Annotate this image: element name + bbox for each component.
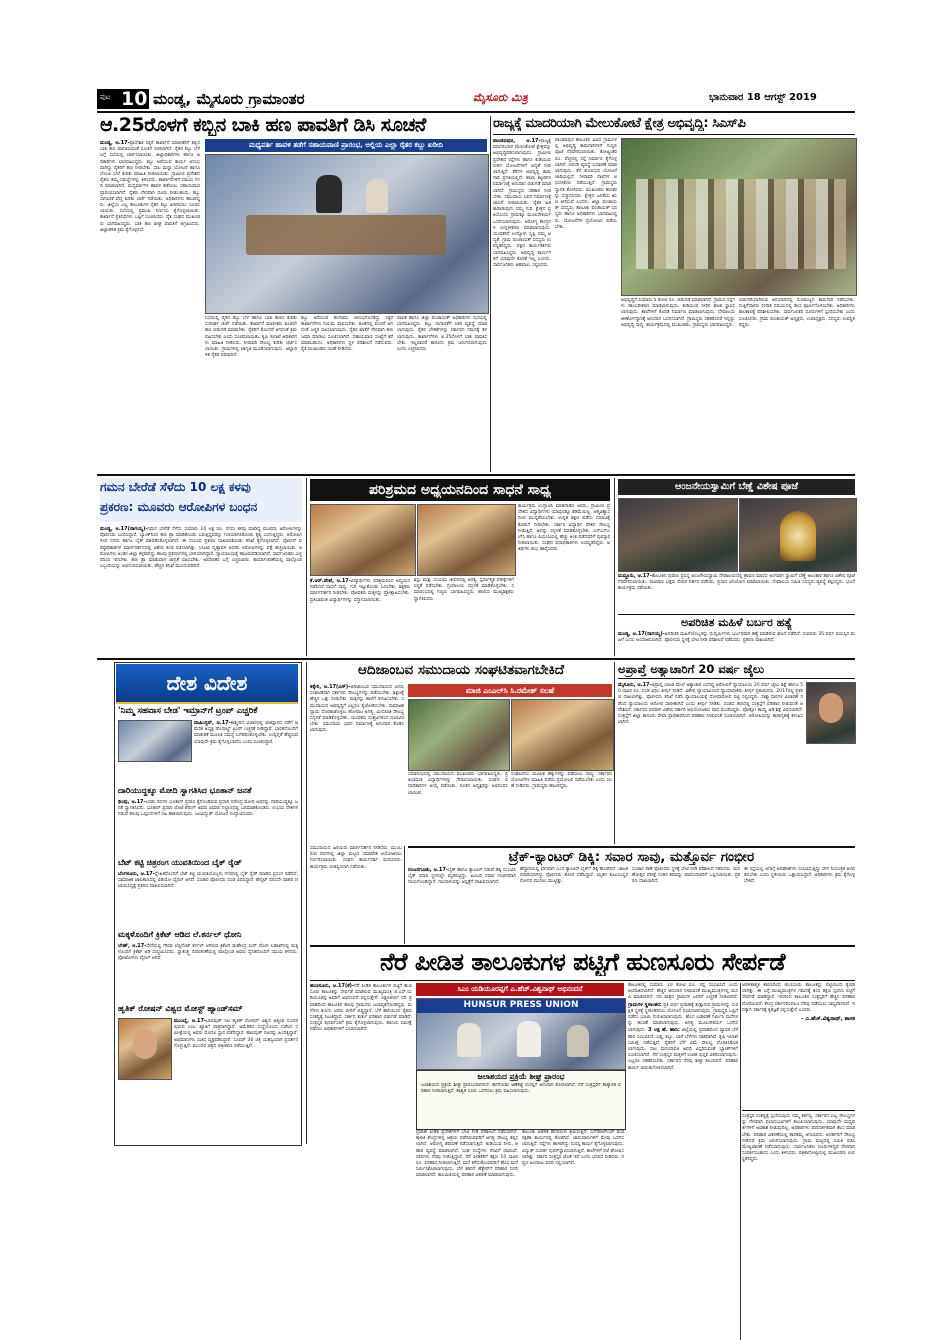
story7-column-3: ಸಂಘಟನೆಯ ಮೂಲಕ ಹಕ್ಕುಗಳನ್ನು ಪಡೆಯಲು ಸಾಧ್ಯ. ಸರ್ಕಾರದ ಯೋಜನೆಗಳ ಮಾಹಿತಿ ಪಡೆದು ಪ್ರಯೋಜನ ಪಡೆಯಬೇಕು ಎಂದು ಸಲಹೆ ನೀಡಿದರು. ಗ್ರಾಮಸ್ಥರು ಹಾಜರಿದ್ದರು. xyxy=(511,772,612,790)
story4-headline: ಪರಿಶ್ರಮದ ಅಧ್ಯಯನದಿಂದ ಸಾಧನೆ ಸಾಧ್ಯ xyxy=(369,482,551,498)
story4-headline-bar xyxy=(310,479,610,501)
story4-column-2: ಶಿಸ್ತು ಮತ್ತು ಸಂಯಮ ಜೀವನದಲ್ಲಿ ಅಗತ್ಯ. ಸ್ಪರ್ಧಾತ್ಮಕ ಪರೀಕ್ಷೆಗಳಿಗೆ ಸಿದ್ಧತೆ ನಡೆಸಬೇಕು. ಗ್ರಂಥಾಲಯ ಸದ್ಬಳಕೆ ಮಾಡಿಕೊಳ್ಳಬೇಕು. ಸಮಾರಂಭದಲ್ಲಿ ಗಣ್ಯರು ಭಾಗವಹಿಸಿದ್ದರು. ಶಾಲೆಯ ಮುಖ್ಯಶಿಕ್ಷಕರು ಸ್ವಾಗತಿಸಿದರು. xyxy=(414,578,514,602)
dv-item4-dateline: ಲೇಹ್, ಆ.17- xyxy=(118,943,147,949)
story2-dateline: ಪಾಂಡವಪುರ, ಆ.17- xyxy=(493,138,541,144)
story3-column-1: ಮಂಡ್ಯ, ಆ.17(ನಾಗಯ್ಯ)-ಗಮನ ಬೇರೆಡೆ ಸೆಳೆದು ಸುಮಾರು 10 ಲಕ್ಷ ರೂ. ನಗದು ಕಳವು ಮಾಡಿದ್ದ ಮೂವರು ಆರೋಪಿಗಳನ್ನು ಪೊಲೀಸರು ಬಂಧಿಸಿದ್ದಾರೆ. ಬ್ಯಾಂಕ್‌ನಿಂದ ಹಣ ಡ್ರಾ ಮಾಡಿಕೊಂಡು ಬರುತ್ತಿದ್ದವರನ್ನು ಗುರಿಯಾಗಿಸಿಕೊಂಡು ಕೃತ್ಯ ಎಸಗುತ್ತಿದ್ದರು. ಆರೋಪಿಗಳಿಂದ ನಗದು ಹಾಗೂ ಬೈಕ್ ವಶಪಡಿಸಿಕೊಳ್ಳಲಾಗಿದೆ. ಈ ಸಂಬಂಧ ಪ್ರಕರಣ ದಾಖಲಿಸಿಕೊಂಡು ತನಿಖೆ ಕೈಗೊಳ್ಳಲಾಗಿದೆ. ಪೊಲೀಸ್ ವರಿಷ್ಠಾಧಿಕಾರಿಗಳ ಮಾರ್ಗದರ್ಶನದಲ್ಲಿ ವಿಶೇಷ ತಂಡ ರಚಿಸಲಾಗಿತ್ತು. ಸಿಸಿಟಿವಿ ದೃಶ್ಯಾವಳಿ ಆಧರಿಸಿ ಆರೋಪಿಗಳನ್ನು ಪತ್ತೆ ಹಚ್ಚಲಾಯಿತು. ಆರೋಪಿಗಳು ಅಂತರ ಜಿಲ್ಲಾ ಕಳ್ಳರಾಗಿದ್ದು ಹಲವು ಪ್ರಕರಣಗಳಲ್ಲಿ ಭಾಗಿಯಾಗಿದ್ದಾರೆ. ನ್ಯಾಯಾಲಯಕ್ಕೆ ಹಾಜರುಪಡಿಸಲಾಗಿದೆ. ಸಾರ್ವಜನಿಕರು ಎಚ್ಚರದಿಂದ ಇರಬೇಕು. ಹಣ ಡ್ರಾ ಮಾಡುವಾಗ ಜಾಗ್ರತೆ ವಹಿಸಬೇಕು. ಅಪರಿಚಿತರ ಬಗ್ಗೆ ಎಚ್ಚರವಿರಲಿ. ಕಾರ್ಯಾಚರಣೆಯಲ್ಲಿ ಪಾಲ್ಗೊಂಡ ಸಿಬ್ಬಂದಿಯನ್ನು ಅಭಿನಂದಿಸಲಾಯಿತು. ಹೆಚ್ಚಿನ ತನಿಖೆ ಮುಂದುವರಿದಿದೆ. xyxy=(100,526,302,570)
story10-column-2: ಪ್ರವಾಹ ಪೀಡಿತ ಪ್ರದೇಶಗಳಿಗೆ ಭೇಟಿ ನೀಡಿ ಪರಿಶೀಲನೆ ನಡೆಸಲಾಗಿದೆ. ಕಾಳಜಿ ಕೇಂದ್ರಗಳಲ್ಲಿ ಆಶ್ರಯ ಪಡೆದಿರುವವರಿಗೆ ಅಗತ್ಯ ಸೌಲಭ್ಯ ಕಲ್ಪಿಸಲಾಗಿದೆ. ಆರೋಗ್ಯ ತಪಾಸಣೆ ನಡೆಸಲಾಗುತ್ತಿದೆ. ಕುಡಿಯುವ ನೀರು, ಆಹಾರ ವ್ಯವಸ್ಥೆ ಮಾಡಲಾಗಿದೆ. ಸಂಘ ಸಂಸ್ಥೆಗಳು ನೆರವಿಗೆ ಧಾವಿಸಿವೆ. ದಾನಿಗಳು ನೆರವು ನೀಡುತ್ತಿದ್ದಾರೆ. ನೆರೆ ಪೀಡಿತರಿಗೆ ತಕ್ಷಣ 10 ಸಾವಿರ ರೂ. ಪರಿಹಾರ ನೀಡಲಾಗುತ್ತಿದೆ. ಮನೆ ಕಳೆದುಕೊಂಡವರಿಗೆ ಹೊಸ ಮನೆ ನಿರ್ಮಿಸಿಕೊಡಲಾಗುವುದು. ಬೆಳೆ ಹಾನಿಗೆ ಹೆಕ್ಟೇರ್‌ಗೆ ಪರಿಹಾರ ನಿಗದಿ ಮಾಡಲಾಗಿದೆ. ಕಾಲಮಿತಿಯಲ್ಲಿ ಪರಿಹಾರ ವಿತರಣೆ ಮಾಡಲಾಗುವುದು. xyxy=(416,1130,518,1179)
story10-column-4: ತಾಲೂಕಿನಲ್ಲಿ ಸುಮಾರು 10 ಕೋಟಿ ರೂ. ನಷ್ಟ ಸಂಭವಿಸಿದೆ ಎಂದು ಅಂದಾಜಿಸಲಾಗಿದೆ. ಹೆಚ್ಚಿನ ಅನುದಾನ ನೀಡುವಂತೆ ಮುಖ್ಯಮಂತ್ರಿಗಳಲ್ಲಿ ಮನವಿ ಮಾಡಲಾಗಿದೆ. ನದಿ ಪಾತ್ರದ ಗ್ರಾಮಗಳ ಜನರಿಗೆ ಎಚ್ಚರಿಕೆ ನೀಡಲಾಗಿದೆ. ಗ್ರಾಮಗಳ ಸ್ಥಳಾಂತರ: ಪ್ರತಿ ವರ್ಷ ಪ್ರವಾಹಕ್ಕೆ ತುತ್ತಾಗುವ ಗ್ರಾಮಗಳನ್ನು ಸುರಕ್ಷಿತ ಸ್ಥಳಕ್ಕೆ ಸ್ಥಳಾಂತರಿಸಲು ಯೋಜನೆ ರೂಪಿಸಲಾಗುವುದು. ಗ್ರಾಮಸ್ಥರ ಒಪ್ಪಿಗೆ ಪಡೆದು ಭೂಮಿ ಗುರುತಿಸಲಾಗುವುದು. ಹೊಸ ಬಡಾವಣೆ ನಿರ್ಮಿಸಿ ಮನೆಗಳನ್ನು ಹಂಚಿಕೆ ಮಾಡಲಾಗುವುದು. ಅಗತ್ಯ ಮೂಲಸೌಕರ್ಯ ಒದಗಿಸಲಾಗುವುದು. 3 ಲಕ್ಷ ಹೆ. ಹಾನಿ: ಜಿಲ್ಲೆಯಲ್ಲಿ ಪ್ರವಾಹದಿಂದ ವ್ಯಾಪಕ ಬೆಳೆ ಹಾನಿ ಸಂಭವಿಸಿದೆ. ಭತ್ತ, ಕಬ್ಬು, ಬಾಳೆ ಬೆಳೆಗಳು ನಾಶವಾಗಿವೆ. ಕೃಷಿ ಇಲಾಖೆ ಸಮೀಕ್ಷೆ ನಡೆಸುತ್ತಿದೆ. ರೈತರಿಗೆ ಬೆಳೆ ವಿಮೆ ಸೌಲಭ್ಯ ದೊರಕಿಸಿಕೊಡಲಾಗುವುದು. ಸಾಲ ಮರುಪಾವತಿ ಅವಧಿ ವಿಸ್ತರಿಸುವಂತೆ ಬ್ಯಾಂಕ್‌ಗಳಿಗೆ ಸೂಚಿಸಲಾಗಿದೆ. ನೆರೆ ಸಂತ್ರಸ್ತರ ಮಕ್ಕಳಿಗೆ ಉಚಿತ ಪುಸ್ತಕ ವಿತರಿಸಲಾಗುವುದು. ಎಲ್ಲರೂ ಸಹಕರಿಸಬೇಕು. ಸರ್ಕಾರದ ನೆರವು ಶೀಘ್ರ ತಲುಪಲಿದೆ. ಪರಿಹಾರ ಕಾರ್ಯ ಚುರುಕುಗೊಳಿಸಲಾಗಿದೆ. xyxy=(628,983,738,1071)
column-divider xyxy=(614,662,615,844)
section-title: ಮಂಡ್ಯ, ಮೈಸೂರು ಗ್ರಾಮಾಂತರ xyxy=(153,90,305,108)
story2-headline: ರಾಜ್ಯಕ್ಕೆ ಮಾದರಿಯಾಗಿ ಮೇಲುಕೋಟೆ ಕ್ಷೇತ್ರ ಅಭಿವೃದ್ಧಿ: ಸಿಎಸ್‌ಪಿ xyxy=(493,116,746,131)
page-number-box xyxy=(97,89,149,109)
dv-item3-text: ಬೆಂಗಳೂರು, ಆ.17-ಸ್ನೇಹಿತರೊಂದಿಗೆ ಬೆಟ್ ಕಟ್ಟಿ ಯುವತಿಯೊಬ್ಬಳು ನಗರದಲ್ಲಿ ಬೈಕ್ ರೈಡ್ ಮಾಡಿದ ಪ್ರಸಂಗ ನಡೆದಿದೆ. ಸಾಮಾಜಿಕ ಜಾಲತಾಣದಲ್ಲಿ ವಿಡಿಯೋ ವೈರಲ್ ಆಗಿದೆ. ಸಂಚಾರ ಪೊಲೀಸರು ದಂಡ ವಿಧಿಸಿದ್ದಾರೆ. ಹೆಲ್ಮೆಟ್ ಧರಿಸದೇ ವಾಹನ ಚಲಾಯಿಸಿದ್ದಕ್ಕೆ ಪ್ರಕರಣ ದಾಖಲಿಸಲಾಗಿದೆ. xyxy=(118,871,298,890)
story7-photo-dais-left xyxy=(408,699,510,771)
column-divider xyxy=(614,478,615,656)
story7-subhead: ಮಾಜಿ ಎಂಎಲ್‌ಸಿ ಸಿ.ರಮೇಶ್ ಸಲಹೆ xyxy=(408,684,612,697)
story8-rule xyxy=(618,678,855,679)
paper-name: ಮೈಸೂರು ಮಿತ್ರ xyxy=(473,91,528,104)
dv-item5-dateline: ಮುಂಬೈ, ಆ.17- xyxy=(174,1018,206,1024)
story6-top-rule xyxy=(618,614,855,615)
story7-photo-dais-right xyxy=(511,699,614,771)
dv-item1-dateline: ವಾಷಿಂಗ್ಟನ್, ಆ.17- xyxy=(194,720,231,726)
dv-item5-text: ಮುಂಬೈ, ಆ.17-ಬಾಲಿವುಡ್ ನಟ ಹೃತಿಕ್ ರೋಷನ್ ವಿಶ್ವದ ಅತ್ಯಂತ ಸುಂದರ ಪುರುಷ ಎಂಬ ಖ್ಯಾತಿಗೆ ಪಾತ್ರರಾಗಿದ್ದಾರೆ. ಅಮೆರಿಕದ ಸಂಸ್ಥೆಯೊಂದು ನಡೆಸಿದ ಸಮೀಕ್ಷೆಯಲ್ಲಿ ಅವರು ಮೊದಲ ಸ್ಥಾನ ಪಡೆದಿದ್ದಾರೆ. ಹಾಲಿವುಡ್ ನಟರನ್ನು ಹಿಂದಿಕ್ಕಿದ್ದಾರೆ. ಅಭಿಮಾನಿಗಳು ಸಂತಸ ವ್ಯಕ್ತಪಡಿಸಿದ್ದಾರೆ. ಸೂಪರ್ 30 ಚಿತ್ರ ಯಶಸ್ವಿಯಾಗಿ ಪ್ರದರ್ಶನಗೊಳ್ಳುತ್ತಿದೆ. ಮುಂದಿನ ಚಿತ್ರದ ಚಿತ್ರೀಕರಣ ನಡೆಯುತ್ತಿದೆ. xyxy=(174,1018,298,1049)
story10-press-sign: HUNSUR PRESS UNION xyxy=(463,1000,579,1010)
dv-item2-dateline: ಥಿಂಪು, ಆ.17- xyxy=(118,799,146,805)
story10-box-text: ಜಲಾಶಯದ ಪ್ರಕ್ರಿಯೆ ಶೀಘ್ರ ಪ್ರಾರಂಭವಾಗಲಿದೆ. ಹನಗೋಡು ಅಣೆಕಟ್ಟೆ ದುರಸ್ತಿಗೆ ಅನುದಾನ ಕೋರಲಾಗಿದೆ. ನೆರೆ ಸಂತ್ರಸ್ತರಿಗೆ ತಾತ್ಕಾಲಿಕ ಪರಿಹಾರ ನೀಡಲಾಗುತ್ತಿದೆ. ಶಾಶ್ವತ ಸೂರು ಒದಗಿಸಲು ಕ್ರಮ ವಹಿಸಲಾಗುವುದು. xyxy=(421,1083,621,1095)
story3-headline-line2: ಪ್ರಕರಣ: ಮೂವರು ಆರೋಪಿಗಳ ಬಂಧನ xyxy=(100,500,258,514)
dv-item1-text: ವಾಷಿಂಗ್ಟನ್, ಆ.17-ಕಾಶ್ಮೀರದ ವಿಚಾರದಲ್ಲಿ ಪಾಕಿಸ್ತಾನದ ನಡೆಗೆ ಅಮೆರಿಕ ಅಧ್ಯಕ್ಷ ಡೊನಾಲ್ಡ್ ಟ್ರಂಪ್ ಎಚ್ಚರಿಕೆ ನೀಡಿದ್ದಾರೆ. ಭಾರತದೊಂದಿಗೆ ಮಾತುಕತೆ ಮೂಲಕ ಸಮಸ್ಯೆ ಬಗೆಹರಿಸಿಕೊಳ್ಳಬೇಕು. ಉದ್ವಿಗ್ನತೆ ಹೆಚ್ಚಿಸುವ ಯಾವುದೇ ಕ್ರಮ ಕೈಗೊಳ್ಳಬಾರದು ಎಂದು ಸೂಚಿಸಿದ್ದಾರೆ. xyxy=(194,720,298,745)
story1-column-4: ಪಾಲಿಕೆ ಹಾಗೂ ಜಿಲ್ಲಾ ಪಂಚಾಯತ್ ಅಧಿಕಾರಿಗಳು ಸಭೆಯಲ್ಲಿ ಭಾಗವಹಿಸಿದ್ದರು. ಕಬ್ಬು ಸಾಗಾಣಿಕೆಗೆ ಲಾರಿ ವ್ಯವಸ್ಥೆ ಮಾಡಲಾಗುವುದು. ರೈತರ ಬೇಡಿಕೆಗಳನ್ನು ಸರ್ಕಾರದ ಗಮನಕ್ಕೆ ತರಲಾಗುವುದು. ಕಾರ್ಖಾನೆಗಳು ಆ.25ರೊಳಗೆ ಬಾಕಿ ಪಾವತಿಸಬೇಕು. ಇಲ್ಲವಾದರೆ ಕಾನೂನು ಕ್ರಮ ಜರುಗಿಸಲಾಗುವುದು ಎಂದು ಎಚ್ಚರಿಸಿದರು. xyxy=(397,316,487,353)
story5-dateline: ಮದ್ದೂರು, ಆ.17- xyxy=(618,573,652,579)
dv-item3-headline: ಬೆಟ್ ಕಟ್ಟಿ ಚಿತ್ರರಂಗ ಯುವತಿಯಿಂದ ಬೈಕ್ ರೈಡ್ xyxy=(118,858,242,867)
issue-date: ಭಾನುವಾರ 18 ಆಗಸ್ಟ್ 2019 xyxy=(709,92,817,103)
story2-column-3: ಅಭಿವೃದ್ಧಿಗೆ ಸುಮಾರು 5 ಕೋಟಿ ರೂ. ಬಿಡುಗಡೆ ಮಾಡಲಾಗಿದೆ. ಗ್ರಾಮದ ರಸ್ತೆಗಳು ಡಾಂಬರೀಕರಣ ಮಾಡಲಾಗುವುದು. ಕುಡಿಯುವ ನೀರಿನ ಘಟಕ ಸ್ಥಾಪಿಸಲಾಗುವುದು. ಶಾಲೆಗಳಿಗೆ ಕೊಠಡಿ ನಿರ್ಮಾಣ ಮಾಡಲಾಗುವುದು. ದೇವಾಲಯ ಜೀರ್ಣೋದ್ಧಾರಕ್ಕೆ ಅನುದಾನ ಒದಗಿಸಲಾಗಿದೆ. ಗ್ರಾಮಸ್ಥರು ಸಹಕರಿಸಿದರೆ ಇನ್ನಷ್ಟು ಅಭಿವೃದ್ಧಿ ಸಾಧ್ಯ. ಕಾರ್ಯಕ್ರಮದಲ್ಲಿ ಮುಖಂಡರು, ಗ್ರಾಮಸ್ಥರು ಭಾಗವಹಿಸಿದ್ದರು. xyxy=(621,298,735,328)
story1-headline: ಆ.25ರೊಳಗೆ ಕಬ್ಬಿನ ಬಾಕಿ ಹಣ ಪಾವತಿಗೆ ಡಿಸಿ ಸೂಚನೆ xyxy=(100,114,426,136)
story1-subhead: ಮಧ್ಯವರ್ತಿ ಹಾವಳಿ ತಡೆಗೆ ಸಹಾಯವಾಣಿ ಪ್ರಾರಂಭ, ಅಲ್ಲಿಯ ಎಲ್ಲಾ ರೈತರ ಕಬ್ಬು ಖರೀದಿ xyxy=(205,139,487,152)
story7-column-1: ಕಿಕ್ಕೇರಿ, ಆ.17(ಎಸ್)-ಆದಿಜಾಂಬವ ಸಮುದಾಯದ ಜನರು ಸಂಘಟಿತರಾಗಿ ಸರ್ಕಾರದ ಸೌಲಭ್ಯಗಳನ್ನು ಪಡೆಯಬೇಕು. ಶಿಕ್ಷಣಕ್ಕೆ ಹೆಚ್ಚಿನ ಒತ್ತು ನೀಡಬೇಕು. ಮಕ್ಕಳನ್ನು ಶಾಲೆಗೆ ಕಳುಹಿಸಬೇಕು. ಸಮುದಾಯದ ಅಭಿವೃದ್ಧಿಗೆ ಎಲ್ಲರೂ ಕೈಜೋಡಿಸಬೇಕು. ಸಾಮಾಜಿಕ ನ್ಯಾಯ ದೊರಕಿಸಿಕೊಳ್ಳಲು ಹೋರಾಟ ಅಗತ್ಯ. ಮೀಸಲಾತಿ ಸೌಲಭ್ಯ ಸದ್ಬಳಕೆ ಮಾಡಿಕೊಳ್ಳಬೇಕು. ಯುವಕರು ದುಶ್ಚಟಗಳಿಂದ ದೂರವಿರಬೇಕು. ಸಮುದಾಯ ಭವನ ನಿರ್ಮಾಣಕ್ಕೆ ಅನುದಾನ ಕೊಡಿಸಲಾಗುವುದು. xyxy=(310,684,404,734)
story7-headline: ಆದಿಜಾಂಬವ ಸಮುದಾಯ ಸಂಘಟಿತವಾಗಬೇಕಿದೆ xyxy=(357,662,565,678)
story10-dateline: ಹುಣಸೂರು, ಆ.17(ಕೆ)- xyxy=(310,983,355,989)
story4-photo-audience xyxy=(310,504,416,576)
story10-column-1: ಹುಣಸೂರು, ಆ.17(ಕೆ)-ನೆರೆ ಪೀಡಿತ ತಾಲೂಕುಗಳ ಪಟ್ಟಿಗೆ ಹುಣಸೂರು ತಾಲೂಕನ್ನು ಸೇರ್ಪಡೆ ಮಾಡಿರುವ ಮುಖ್ಯಮಂತ್ರಿ ಬಿ.ಎಸ್.ಯಡಿಯೂರಪ್ಪ ಅವರಿಗೆ ಅಭಿನಂದನೆ ಸಲ್ಲಿಸುತ್ತೇನೆ. ಲಕ್ಷ್ಮಣತೀರ್ಥ ನದಿ ಪ್ರವಾಹದಿಂದ ತಾಲೂಕಿನ ಹಲವು ಗ್ರಾಮಗಳು ಜಲಾವೃತಗೊಂಡಿದ್ದವು. ಮನೆಗಳು ಕುಸಿದು ಜನರು ಬೀದಿಗೆ ಬಿದ್ದಿದ್ದಾರೆ. ಬೆಳೆ ಹಾನಿಯಿಂದ ರೈತರು ಸಂಕಷ್ಟಕ್ಕೆ ಸಿಲುಕಿದ್ದಾರೆ. ಸರ್ಕಾರ ತುರ್ತು ಪರಿಹಾರ ಬಿಡುಗಡೆ ಮಾಡಿದೆ. ಸಂತ್ರಸ್ತರ ಪುನರ್ವಸತಿಗೆ ಕ್ರಮ ಕೈಗೊಳ್ಳಲಾಗುವುದು. ಹಾನಿಯ ಸಮೀಕ್ಷೆ ನಡೆಸಲು ಅಧಿಕಾರಿಗಳಿಗೆ ಸೂಚಿಸಲಾಗಿದೆ. xyxy=(310,983,412,1033)
story5-column: ಮದ್ದೂರು, ಆ.17-ತಾಲೂಕಿನ ಪುರಾಣ ಪ್ರಸಿದ್ಧ ಆಂಜನೇಯಸ್ವಾಮಿ ದೇವಾಲಯದಲ್ಲಿ ಶ್ರಾವಣ ಮಾಸದ ಅಂಗವಾಗಿ ಸ್ವಾಮಿಗೆ ಬೆಣ್ಣೆ ಅಲಂಕಾರ ಹಾಗೂ ವಿಶೇಷ ಪೂಜೆ ನೆರವೇರಿಸಲಾಯಿತು. ಸಾವಿರಾರು ಭಕ್ತರು ದೇವರ ದರ್ಶನ ಪಡೆದರು. ಪ್ರಸಾದ ವಿನಿಯೋಗ ಮಾಡಲಾಯಿತು. ದೇವಾಲಯ ಸಮಿತಿ ಸದಸ್ಯರು ವ್ಯವಸ್ಥೆ ಕಲ್ಪಿಸಿದ್ದರು. ಭಜನೆ ಕಾರ್ಯಕ್ರಮ ನಡೆಯಿತು. xyxy=(618,573,855,592)
story4-column-3: ಕಾರ್ಯಕ್ರಮ ಉದ್ಘಾಟಿಸಿ ಮಾತನಾಡಿದ ಅವರು, ಗ್ರಾಮೀಣ ಪ್ರದೇಶದ ವಿದ್ಯಾರ್ಥಿಗಳು ಯಾವುದಕ್ಕೂ ಕಡಿಮೆಯಿಲ್ಲ. ಆತ್ಮವಿಶ್ವಾಸದಿಂದ ಮುನ್ನಡೆಯಬೇಕು. ಉನ್ನತ ಶಿಕ್ಷಣ ಪಡೆದು ಸಮಾಜಕ್ಕೆ ಕೊಡುಗೆ ನೀಡಬೇಕು. ಸರ್ಕಾರ ವಿದ್ಯಾರ್ಥಿ ವೇತನ ಸೌಲಭ್ಯ ನೀಡುತ್ತಿದೆ. ಅದನ್ನು ಸದ್ಬಳಕೆ ಮಾಡಿಕೊಳ್ಳಬೇಕು. ಎಸ್ಎಸ್ಎಲ್‌ಸಿ ಹಾಗೂ ಪಿಯುಸಿಯಲ್ಲಿ ಹೆಚ್ಚು ಅಂಕ ಪಡೆದವರಿಗೆ ಪುರಸ್ಕಾರ ನೀಡಲಾಯಿತು. ಸಂಘದ ಪದಾಧಿಕಾರಿಗಳು ಉಪಸ್ಥಿತರಿದ್ದರು. ಅತಿಥಿಗಳು ಶುಭ ಹಾರೈಸಿದರು. xyxy=(518,504,610,553)
story10-highlight-box xyxy=(416,1070,626,1130)
page-label: ಪುಟ xyxy=(100,93,111,101)
story1-photo-meeting xyxy=(205,154,489,314)
masthead-rule xyxy=(97,111,855,113)
story5-photo-left xyxy=(618,498,738,572)
section-rule-2 xyxy=(97,658,855,660)
story5-headline: ಆಂಜನೇಯಸ್ವಾಮಿಗೆ ಬೆಣ್ಣೆ ವಿಶೇಷ ಪೂಜೆ xyxy=(674,481,799,492)
story9-column-3: ಸಂಚಾರ ಠಾಣೆ ಪೊಲೀಸರು ಸ್ಥಳಕ್ಕೆ ಭೇಟಿ ನೀಡಿ ಪರಿಶೀಲನೆ ನಡೆಸಿದರು. ಮರಣೋತ್ತರ ಪರೀಕ್ಷೆ ನಂತರ ಶವವನ್ನು ವಾರಸುದಾರರಿಗೆ ಒಪ್ಪಿಸಲಾಯಿತು. ಪ್ರಕರಣ ದಾಖಲಾಗಿದೆ. xyxy=(632,867,740,885)
story10-byline-rule xyxy=(742,1110,855,1111)
dv-item3-dateline: ಬೆಂಗಳೂರು, ಆ.17- xyxy=(118,871,155,877)
column-divider xyxy=(490,116,491,472)
story2-photo-villagers xyxy=(621,138,857,296)
story1-column-3: ಕಬ್ಬು ಅರೆಯುವ ಹಂಗಾಮು ಆರಂಭಗೊಂಡಿದ್ದು ಸಕ್ಕರೆ ಕಾರ್ಖಾನೆಗಳು ನಿಯಮ ಪಾಲಿಸಬೇಕು. ತೂಕದಲ್ಲಿ ವಂಚನೆ ಆಗದಂತೆ ಎಚ್ಚರ ವಹಿಸಲಾಗುವುದು. ರೈತರ ಖಾತೆಗೆ ನೇರವಾಗಿ ಹಣ ಜಮಾ ಮಾಡಲು ಸೂಚಿಸಲಾಗಿದೆ. ಸಹಾಯವಾಣಿ ಸಂಖ್ಯೆಗೆ ಕರೆ ಮಾಡಬಹುದು. ಅಧಿಕಾರಿಗಳು ಸ್ಥಳ ಪರಿಶೀಲನೆ ನಡೆಸುವರು. ರೈತ ಮುಖಂಡರು ಸಲಹೆ ನೀಡಿದರು. xyxy=(301,316,393,353)
dv-item4-headline: ಮಕ್ಕಳೊಂದಿಗೆ ಕ್ರಿಕೆಟ್ ಆಡಿದ ಲೆ.ಕರ್ನಲ್ ಧೋನಿ xyxy=(118,930,242,939)
story1-column-1: ಮಂಡ್ಯ, ಆ.17-ಪ್ರಾದೇಶಿಕ ಸಕ್ಕರೆ ಕಾರ್ಖಾನೆ ಮಾಲೀಕರಿಗೆ ಕಬ್ಬಿನ ಬಾಕಿ ಹಣ ಪಾವತಿಸುವಂತೆ ಸೂಚನೆ ನೀಡಲಾಗಿದೆ. ರೈತರ ಕಬ್ಬು ಬೆಳೆ ಬಗ್ಗೆ ಸಭೆಯಲ್ಲಿ ಚರ್ಚಿಸಲಾಯಿತು. ಜಿಲ್ಲಾಧಿಕಾರಿಗಳು ಹಾಗೂ ಅಧಿಕಾರಿಗಳು ಭಾಗವಹಿಸಿದ್ದರು. ಕಬ್ಬು ಅರೆಯುವ ಕಾರ್ಯ ಆರಂಭವಾಗಿದ್ದು ರೈತರಿಗೆ ಹಣ ನೀಡಬೇಕು. ಸಾಲ ಮನ್ನಾ ಯೋಜನೆ ಹಾಗೂ ಬೆಂಬಲ ಬೆಲೆ ಕುರಿತು ಮಾಹಿತಿ ನೀಡಲಾಯಿತು. ಗ್ರಾಮೀಣ ಪ್ರದೇಶದ ರೈತರು ತಮ್ಮ ಸಮಸ್ಯೆಗಳನ್ನು ತಿಳಿಸಿದರು. ಕಾರ್ಖಾನೆಗಳಿಗೆ ಸಮಯ ನಿಗದಿ ಮಾಡಲಾಗಿದೆ. ಮಧ್ಯವರ್ತಿಗಳ ಹಾವಳಿ ತಡೆಯಲು ಸಹಾಯವಾಣಿ ಪ್ರಾರಂಭಿಸಲಾಗಿದೆ. ರೈತರು ನೇರವಾಗಿ ದೂರು ನೀಡಬಹುದು. ಕಬ್ಬು ಸಾಗಾಣಿಕೆ ವೆಚ್ಚ ಕುರಿತು ಚರ್ಚೆ ನಡೆಯಿತು. ಅಧಿಕಾರಿಗಳು ಹಾಜರಿದ್ದರು. ಜಿಲ್ಲೆಯ ಎಲ್ಲ ತಾಲೂಕುಗಳ ರೈತರ ಕಬ್ಬು ಖರೀದಿಸಲು ಸೂಚಿಸಲಾಯಿತು. ಸಭೆಯಲ್ಲಿ ಪ್ರಮುಖ ನಿರ್ಣಯ ಕೈಗೊಳ್ಳಲಾಯಿತು. ಕಾರ್ಖಾನೆ ಪ್ರತಿನಿಧಿಗಳು ಒಪ್ಪಿಗೆ ಸೂಚಿಸಿದರು. ರೈತ ಸಂಘದ ಮುಖಂಡರು ಭಾಗವಹಿಸಿದ್ದರು. ಬಾಕಿ ಹಣ ಶೀಘ್ರ ಪಾವತಿಗೆ ಆಗ್ರಹಿಸಿದರು. ಜಿಲ್ಲಾಡಳಿತ ಕ್ರಮ ಕೈಗೊಳ್ಳಲಿದೆ. xyxy=(100,140,200,233)
story9-column-2: ಹೆದ್ದಾರಿಯಲ್ಲಿ ವೇಗವಾಗಿ ಬಂದ ಕ್ಯಾಂಟರ್ ಬೈಕ್‌ಗೆ ಡಿಕ್ಕಿ ಹೊಡೆದಿದೆ. ಚಾಲಕ ಪರಾರಿಯಾಗಿದ್ದು ಪೊಲೀಸರು ಶೋಧ ನಡೆಸಿದ್ದಾರೆ. ಮೃತರ ಕುಟುಂಬಸ್ಥರ ರೋದನ ಮುಗಿಲು ಮುಟ್ಟಿತ್ತು. xyxy=(520,867,628,885)
story1-column-2: ಸಭೆಯಲ್ಲಿ ರೈತರ ಕಬ್ಬು ಬೆಳೆ ಹಾಗೂ ಬಾಕಿ ಹಣದ ಕುರಿತು ಸುದೀರ್ಘ ಚರ್ಚೆ ನಡೆಯಿತು. ಕಾರ್ಖಾನೆ ಮಾಲೀಕರು ಕೂಡಲೇ ಹಣ ಬಿಡುಗಡೆ ಮಾಡಬೇಕು. ರೈತರಿಗೆ ತೊಂದರೆ ಆಗದಂತೆ ಕ್ರಮ ವಹಿಸಬೇಕು ಎಂದು ಸೂಚಿಸಲಾಯಿತು. ಕೃಷಿ ಇಲಾಖೆ ಅಧಿಕಾರಿಗಳು ಮಾಹಿತಿ ನೀಡಿದರು. ನೀರಾವರಿ ಸೌಲಭ್ಯ ಕುರಿತು ಚರ್ಚಿಸಲಾಯಿತು. ಗ್ರಾಮಗಳಲ್ಲಿ ಜಾಗೃತಿ ಮೂಡಿಸಲಾಗುವುದು. ಜಿಲ್ಲಾಡಳಿತ ರೈತರ ಪರವಾಗಿದೆ. xyxy=(205,316,297,359)
story8-headline: ಅಪ್ರಾಪ್ತೆ ಅತ್ಯಾಚಾರಿಗೆ 20 ವರ್ಷ ಜೈಲು xyxy=(618,662,764,676)
story10-district-head: 3 ಲಕ್ಷ ಹೆ. ಹಾನಿ: xyxy=(648,1027,680,1034)
story10-box-title: ಜಲಾಶಯದ ಪ್ರಕ್ರಿಯೆ ಶೀಘ್ರ ಪ್ರಾರಂಭ xyxy=(477,1072,565,1081)
story3-headline-box xyxy=(100,478,302,522)
story3-headline-line1: ಗಮನ ಬೇರೆಡೆ ಸೆಳೆದು 10 ಲಕ್ಷ ಕಳವು xyxy=(100,480,251,494)
story9-column-4: ಈ ರಸ್ತೆಯಲ್ಲಿ ಆಗಾಗ್ಗೆ ಅಪಘಾತಗಳು ಸಂಭವಿಸುತ್ತಿದ್ದು ವೇಗ ನಿಯಂತ್ರಕ ಅಳವಡಿಸಬೇಕು ಎಂದು ಸ್ಥಳೀಯರು ಒತ್ತಾಯಿಸಿದ್ದಾರೆ. ಅಧಿಕಾರಿಗಳು ಕ್ರಮ ಕೈಗೊಳ್ಳಬೇಕಿದೆ. xyxy=(744,867,855,885)
section-rule-3 xyxy=(310,945,855,947)
column-divider xyxy=(404,846,405,944)
story2-rule xyxy=(493,134,855,135)
story4-column-1: ಕೆ.ಆರ್.ಪೇಟೆ, ಆ.17-ವಿದ್ಯಾರ್ಥಿಗಳು ಪರಿಶ್ರಮದಿಂದ ಅಧ್ಯಯನ ನಡೆಸಿದರೆ ಸಾಧನೆ ಸಾಧ್ಯ. ಗುರಿ ಇಟ್ಟುಕೊಂಡು ಓದಬೇಕು. ಶಿಕ್ಷಕರು ಮಾರ್ಗದರ್ಶನ ನೀಡಬೇಕು. ಪೋಷಕರು ಮಕ್ಕಳನ್ನು ಪ್ರೋತ್ಸಾಹಿಸಬೇಕು. ಪ್ರತಿಭಾವಂತ ವಿದ್ಯಾರ್ಥಿಗಳನ್ನು ಸನ್ಮಾನಿಸಲಾಯಿತು. xyxy=(310,578,410,603)
column-divider xyxy=(306,662,307,1144)
story10-rule xyxy=(310,980,855,981)
story6-headline: ಅಪರಿಚಿತ ಮಹಿಳೆ ಬರ್ಬರ ಹತ್ಯೆ xyxy=(680,616,793,629)
story9-dateline: ನಂಜನಗೂಡು, ಆ.17- xyxy=(408,867,448,873)
section-rule-1 xyxy=(97,474,855,476)
story5-photo-right xyxy=(739,498,857,572)
story7-column-4: ಸಮುದಾಯದ ಹಿರಿಯರು ಮಾರ್ಗದರ್ಶನ ನೀಡಿದರು. ಮುಂಬರುವ ದಿನಗಳಲ್ಲಿ ಜಿಲ್ಲಾ ಮಟ್ಟದ ಸಮಾವೇಶ ಆಯೋಜಿಸಲು ನಿರ್ಧರಿಸಲಾಯಿತು. ಸಂಘದ ಕಾರ್ಯದರ್ಶಿ ವಂದಿಸಿದರು. ಕಾರ್ಯಕ್ರಮ ಯಶಸ್ವಿಯಾಗಿ ನಡೆಯಿತು. xyxy=(310,846,402,870)
story8-column: ಮೈಸೂರು, ಆ.17-ಅಪ್ರಾಪ್ತ ಬಾಲಕಿ ಮೇಲೆ ಅತ್ಯಾಚಾರ ಎಸಗಿದ್ದ ಆರೋಪಿಗೆ ನ್ಯಾಯಾಲಯ 20 ವರ್ಷ ಜೈಲು ಶಿಕ್ಷೆ ಹಾಗೂ 50 ಸಾವಿರ ರೂ. ದಂಡ ವಿಧಿಸಿ ತೀರ್ಪು ನೀಡಿದೆ. ವಿಶೇಷ ನ್ಯಾಯಾಲಯದ ನ್ಯಾಯಾಧೀಶರು ತೀರ್ಪು ಪ್ರಕಟಿಸಿದರು. 2017ರಲ್ಲಿ ಪ್ರಕರಣ ದಾಖಲಾಗಿತ್ತು. ಪೊಲೀಸರು ತನಿಖೆ ನಡೆಸಿ ನ್ಯಾಯಾಲಯಕ್ಕೆ ದೋಷಾರೋಪ ಪಟ್ಟಿ ಸಲ್ಲಿಸಿದ್ದರು. ಸಾಕ್ಷ್ಯಾಧಾರಗಳ ವಿಚಾರಣೆ ನಡೆಸಿದ ನ್ಯಾಯಾಲಯ ಆರೋಪ ಸಾಬೀತಾಗಿದೆ ಎಂದು ತೀರ್ಪು ನೀಡಿತು. ದಂಡದ ಹಣದಲ್ಲಿ ಸಂತ್ರಸ್ತೆಗೆ ಪರಿಹಾರ ನೀಡುವಂತೆ ಆದೇಶಿಸಿದೆ. ಸರ್ಕಾರದ ಪರವಾಗಿ ವಿಶೇಷ ಸರ್ಕಾರಿ ಅಭಿಯೋಜಕರು ವಾದ ಮಂಡಿಸಿದ್ದರು. ಪೋಕ್ಸೋ ಕಾಯ್ದೆ ಅಡಿ ಶಿಕ್ಷೆ ವಿಧಿಸಲಾಗಿದೆ. ಸಂತ್ರಸ್ತೆಗೆ ಜಿಲ್ಲಾ ಕಾನೂನು ಸೇವಾ ಪ್ರಾಧಿಕಾರದಿಂದ ಪರಿಹಾರ ನೀಡುವಂತೆ ಸೂಚಿಸಲಾಗಿದೆ. ಆರೋಪಿಯನ್ನು ಕಾರಾಗೃಹಕ್ಕೆ ಕಳುಹಿಸಲಾಗಿದೆ. xyxy=(618,682,803,726)
page-number: 10 xyxy=(121,88,148,110)
story10-grama-head: ಗ್ರಾಮಗಳ ಸ್ಥಳಾಂತರ: xyxy=(628,1001,662,1008)
dv-item2-headline: ದಾರಿಯುದ್ದಕ್ಕೂ ಮೋದಿ ಸ್ವಾಗತಿಸಿದ ಭೂತಾನ್ ಜನತೆ xyxy=(118,786,252,795)
story10-byline: - ಎ.ಹೆಚ್.ವಿಶ್ವನಾಥ್, ಶಾಸಕ xyxy=(801,1016,855,1023)
column-divider xyxy=(740,983,741,1340)
story8-dateline: ಮೈಸೂರು, ಆ.17- xyxy=(618,682,652,688)
desha-videsha-title: ದೇಶ ವಿದೇಶ xyxy=(166,671,248,695)
story10-column-5: ಆಡಳಿತಾತ್ಮಕ ಕಾರಣದಿಂದ ಹುಣಸೂರು ತಾಲೂಕನ್ನು ಪಟ್ಟಿಯಿಂದ ಕೈಬಿಡಲಾಗಿತ್ತು. ಈ ಬಗ್ಗೆ ಮುಖ್ಯಮಂತ್ರಿಗಳ ಗಮನಕ್ಕೆ ತಂದ ತಕ್ಷಣ ಸ್ಪಂದಿಸಿ ಪಟ್ಟಿಗೆ ಸೇರ್ಪಡೆ ಮಾಡಿದ್ದಾರೆ. ಇದರಿಂದ ತಾಲೂಕಿನ ಸಂತ್ರಸ್ತರಿಗೆ ಹೆಚ್ಚಿನ ಪರಿಹಾರ ದೊರೆಯಲಿದೆ. ಕೇಂದ್ರ ಸರ್ಕಾರದಿಂದಲೂ ನೆರವು ಪಡೆಯಲು ಸಾಧ್ಯವಾಗಲಿದೆ. ಇದಕ್ಕಾಗಿ ಸರ್ಕಾರಕ್ಕೆ ಕೃತಜ್ಞತೆ ಸಲ್ಲಿಸುತ್ತೇನೆ ಎಂದರು. - ಎ.ಹೆಚ್.ವಿಶ್ವನಾಥ್, ಶಾಸಕ xyxy=(742,983,855,1023)
story4-dateline: ಕೆ.ಆರ್.ಪೇಟೆ, ಆ.17- xyxy=(310,578,351,584)
story5-headline-bar xyxy=(618,479,855,495)
dv-item4-text: ಲೇಹ್, ಆ.17-ಸೇನೆಯಲ್ಲಿ ಗೌರವ ಲೆಫ್ಟಿನೆಂಟ್ ಕರ್ನಲ್ ಆಗಿರುವ ಕ್ರಿಕೆಟಿಗ ಮಹೇಂದ್ರ ಸಿಂಗ್ ಧೋನಿ ಲಡಾಖ್‌ನಲ್ಲಿ ಮಕ್ಕಳೊಂದಿಗೆ ಕ್ರಿಕೆಟ್ ಆಡಿ ಸಂಭ್ರಮಿಸಿದರು. ಸ್ವಾತಂತ್ರ್ಯ ದಿನಾಚರಣೆಯಲ್ಲಿ ಪಾಲ್ಗೊಂಡ ಅವರು ಸೈನಿಕರೊಂದಿಗೆ ಸಮಯ ಕಳೆದರು. ಫೋಟೋಗಳು ವೈರಲ್ ಆಗಿವೆ. xyxy=(118,943,298,962)
story10-headline: ನೆರೆ ಪೀಡಿತ ತಾಲೂಕುಗಳ ಪಟ್ಟಿಗೆ ಹುಣಸೂರು ಸೇರ್ಪಡೆ xyxy=(380,948,785,976)
story9-top-rule xyxy=(408,846,855,848)
story2-column-2: ಪಾಂಡವಪುರ ತಾಲೂಕಿನ ವಿವಿಧ ಗ್ರಾಮಗಳಲ್ಲಿ ಅಭಿವೃದ್ಧಿ ಕಾಮಗಾರಿಗಳಿಗೆ ಗುದ್ದಲಿ ಪೂಜೆ ನೆರವೇರಿಸಲಾಯಿತು. ಕೋಟ್ಯಂತರ ರೂ. ವೆಚ್ಚದಲ್ಲಿ ರಸ್ತೆ ನಿರ್ಮಾಣ ಕೈಗೊಳ್ಳಲಾಗಿದೆ. ಚರಂಡಿ ವ್ಯವಸ್ಥೆ ಸುಧಾರಣೆ ಮಾಡಲಾಗುವುದು. ಕೆರೆ ತುಂಬಿಸುವ ಯೋಜನೆ ಜಾರಿಯಲ್ಲಿದೆ. ನೀರಾವರಿ ನಾಲೆಗಳ ಆಧುನೀಕರಣ ನಡೆಯುತ್ತಿದೆ. ಗ್ರಾಮಸ್ಥರು ಸ್ವಾಗತ ಕೋರಿದರು. ಮುಖಂಡರು ಶಾಸಕರನ್ನು ಸನ್ಮಾನಿಸಿದರು. ಕ್ಷೇತ್ರದ ಜನತೆಯ ಋಣ ತೀರಿಸುವೆ ಎಂದರು. ಜಿಲ್ಲಾ ಪಂಚಾಯತ್ ಸದಸ್ಯರು, ತಾಲೂಕು ಪಂಚಾಯತ್ ಸದಸ್ಯರು ಹಾಗೂ ಅಧಿಕಾರಿಗಳು ಭಾಗವಹಿಸಿದ್ದರು. ಯೋಜನೆಗಳ ಪ್ರಯೋಜನ ಪಡೆಯಬೇಕು. xyxy=(555,138,617,230)
story6-dateline: ಮಂಡ್ಯ, ಆ.17(ನಾಗಯ್ಯ)- xyxy=(618,631,665,637)
story2-column-4: ಬಿಡುಗಡೆಯಾಗಿರುವ ಅನುದಾನದಲ್ಲಿ ಗುಣಮಟ್ಟದ ಕಾಮಗಾರಿ ನಡೆಸಬೇಕು. ಗುತ್ತಿಗೆದಾರರು ನಿಗದಿತ ಸಮಯದಲ್ಲಿ ಕೆಲಸ ಪೂರ್ಣಗೊಳಿಸಬೇಕು. ಅಧಿಕಾರಿಗಳು ಕಾಲಕಾಲಕ್ಕೆ ಪರಿಶೀಲಿಸಬೇಕು. ಸಾರ್ವಜನಿಕರ ದೂರುಗಳಿಗೆ ಸ್ಪಂದಿಸಬೇಕು ಎಂದು ಸೂಚಿಸಿದರು. ಗ್ರಾಮ ಪಂಚಾಯತ್ ಅಧ್ಯಕ್ಷರು, ಉಪಾಧ್ಯಕ್ಷರು, ಸದಸ್ಯರು ಉಪಸ್ಥಿತರಿದ್ದರು. xyxy=(739,298,855,328)
dv-item5-headline: ಹೃತಿಕ್ ರೋಷನ್ ವಿಶ್ವದ ಮೋಸ್ಟ್ ಹ್ಯಾಂಡ್‌ಸಮ್ xyxy=(118,1004,243,1013)
story10-column-6: ಸಂತ್ರಸ್ತರ ಸಂಕಷ್ಟಕ್ಕೆ ಸ್ಪಂದಿಸುವುದು ನಮ್ಮ ಕರ್ತವ್ಯ. ಸರ್ಕಾರದ ಎಲ್ಲ ಸೌಲಭ್ಯಗಳನ್ನು ನೇರವಾಗಿ ಫಲಾನುಭವಿಗಳಿಗೆ ತಲುಪಿಸಲಾಗುವುದು. ಯಾವುದೇ ಮಧ್ಯವರ್ತಿಗಳಿಗೆ ಅವಕಾಶ ನೀಡುವುದಿಲ್ಲ. ಅಧಿಕಾರಿಗಳು ಪಾರದರ್ಶಕವಾಗಿ ಕೆಲಸ ಮಾಡಬೇಕು. ಪರಿಹಾರ ವಿತರಣೆಯಲ್ಲಿ ತಾರತಮ್ಯ ಆಗಬಾರದು. ಅನರ್ಹರಿಗೆ ಸೌಲಭ್ಯ ನೀಡಿದರೆ ಕ್ರಮ ಜರುಗಿಸಲಾಗುವುದು. ಗ್ರಾಮ ಮಟ್ಟದಲ್ಲಿ ಸಮಿತಿ ರಚಿಸಿ ಮೇಲ್ವಿಚಾರಣೆ ನಡೆಸಲಾಗುವುದು. ಸಾರ್ವಜನಿಕರು ದೂರುಗಳಿದ್ದರೆ ನೇರವಾಗಿ ಸಂಪರ್ಕಿಸಬಹುದು ಎಂದು ತಿಳಿಸಿದರು. ಪತ್ರಿಕಾಗೋಷ್ಠಿಯಲ್ಲಿ ಮುಖಂಡರು ಉಪಸ್ಥಿತರಿದ್ದರು. xyxy=(742,1114,855,1163)
story3-dateline: ಮಂಡ್ಯ, ಆ.17(ನಾಗಯ್ಯ)- xyxy=(100,526,148,532)
column-divider xyxy=(306,478,307,656)
story6-column: ಮಂಡ್ಯ, ಆ.17(ನಾಗಯ್ಯ)-ಅಪರಿಚಿತ ಮಹಿಳೆಯೊಬ್ಬರನ್ನು ದುಷ್ಕರ್ಮಿಗಳು ಬರ್ಬರವಾಗಿ ಹತ್ಯೆ ಮಾಡಿರುವ ಘಟನೆ ನಡೆದಿದೆ. ಸುಮಾರು 35 ವರ್ಷ ವಯಸ್ಸಿನ ಮಹಿಳೆ ಎಂದು ಅಂದಾಜಿಸಲಾಗಿದೆ. ಪೊಲೀಸರು ಸ್ಥಳಕ್ಕೆ ಭೇಟಿ ನೀಡಿ ಪರಿಶೀಲನೆ ನಡೆಸಿದರು. ಪ್ರಕರಣ ದಾಖಲಾಗಿದೆ. xyxy=(618,631,855,644)
story7-dateline: ಕಿಕ್ಕೇರಿ, ಆ.17(ಎಸ್)- xyxy=(310,684,351,690)
desha-videsha-banner xyxy=(116,664,298,704)
dv-item1-headline: 'ನಿಮ್ಮ ಸಹವಾಸ ಬೇಡ' ಇಮ್ರಾನ್‌ಗೆ ಟ್ರಂಪ್ ಎಚ್ಚರಿಕೆ xyxy=(118,706,258,716)
story10-column-3: ತಾಲೂಕು ಆಡಳಿತ ಹಗಲಿರುಳು ಶ್ರಮಿಸುತ್ತಿದೆ. ಎನ್‌ಡಿಆರ್‌ಎಫ್ ತಂಡ ರಕ್ಷಣಾ ಕಾರ್ಯದಲ್ಲಿ ತೊಡಗಿದೆ. ಜಾನುವಾರುಗಳಿಗೆ ಮೇವು ಒದಗಿಸಲಾಗುತ್ತಿದೆ. ರಸ್ತೆಗಳು ಹಾಳಾಗಿದ್ದು ದುರಸ್ತಿ ಕಾರ್ಯ ಕೈಗೊಳ್ಳಲಾಗುವುದು. ವಿದ್ಯುತ್ ಸಂಪರ್ಕ ಪುನರ್‌ಸ್ಥಾಪಿಸಲಾಗುತ್ತಿದೆ. ಶಾಲೆಗಳಿಗೆ ರಜೆ ಘೋಷಿಸಲಾಗಿತ್ತು. ಸರ್ಕಾರ ಸಂತ್ರಸ್ತರ ಜೊತೆ ಇದೆ ಎಂದು ಭರವಸೆ ನೀಡಿದರು. ನಷ್ಟದ ಅಂದಾಜು ವರದಿ ಸಲ್ಲಿಸಲಾಗಿದೆ. xyxy=(522,1130,624,1167)
story9-column-1: ನಂಜನಗೂಡು, ಆ.17-ಬೈಕ್ ಹಾಗೂ ಕ್ಯಾಂಟರ್ ನಡುವೆ ಡಿಕ್ಕಿ ಸಂಭವಿಸಿ ಬೈಕ್ ಸವಾರ ಸ್ಥಳದಲ್ಲೇ ಮೃತಪಟ್ಟಿದ್ದು, ಹಿಂಬದಿ ಸವಾರ ಗಂಭೀರವಾಗಿ ಗಾಯಗೊಂಡಿದ್ದಾನೆ. ಗಾಯಾಳುವನ್ನು ಆಸ್ಪತ್ರೆಗೆ ದಾಖಲಿಸಲಾಗಿದೆ. xyxy=(408,867,516,886)
story10-subhead: ಸಿಎಂ ಯಡಿಯೂರಪ್ಪಗೆ ಎ.ಹೆಚ್.ವಿಶ್ವನಾಥ್ ಅಭಿನಂದನೆ xyxy=(416,983,624,996)
dv-item2-text: ಥಿಂಪು, ಆ.17-ಎರಡು ದಿನಗಳ ಭೂತಾನ್ ಪ್ರವಾಸ ಕೈಗೊಂಡಿರುವ ಪ್ರಧಾನಿ ನರೇಂದ್ರ ಮೋದಿ ಅವರನ್ನು ದಾರಿಯುದ್ದಕ್ಕೂ ಜನತೆ ಸ್ವಾಗತಿಸಿದರು. ಭೂತಾನ್ ಪ್ರಧಾನಿ ಲೊಟೆ ಶೆರಿಂಗ್ ಅವರು ವಿಮಾನ ನಿಲ್ದಾಣದಲ್ಲಿ ಬರಮಾಡಿಕೊಂಡರು. ಉಭಯ ದೇಶಗಳ ನಡುವೆ ಹಲವು ಒಪ್ಪಂದಗಳಿಗೆ ಸಹಿ ಹಾಕಲಾಗುವುದು. ಜಲವಿದ್ಯುತ್ ಯೋಜನೆ ಉದ್ಘಾಟಿಸುವರು. xyxy=(118,799,298,818)
story4-photo-dais xyxy=(417,504,516,576)
story2-column-1: ಪಾಂಡವಪುರ, ಆ.17-ರಾಜ್ಯಕ್ಕೆ ಮಾದರಿಯಾಗಿ ಮೇಲುಕೋಟೆ ಕ್ಷೇತ್ರವನ್ನು ಅಭಿವೃದ್ಧಿಪಡಿಸಲಾಗುವುದು. ಗ್ರಾಮೀಣ ಪ್ರದೇಶದ ರಸ್ತೆಗಳು ಹಾಗೂ ಕುಡಿಯುವ ನೀರಿನ ಯೋಜನೆಗಳಿಗೆ ಆದ್ಯತೆ ನೀಡಲಾಗುತ್ತಿದೆ. ಕೆರೆಗಳ ಅಭಿವೃದ್ಧಿ ಕಾಮಗಾರಿ ಪ್ರಗತಿಯಲ್ಲಿದೆ. ಶಾಲಾ ಕಟ್ಟಡಗಳ ನಿರ್ಮಾಣಕ್ಕೆ ಅನುದಾನ ಬಿಡುಗಡೆ ಮಾಡಲಾಗಿದೆ. ಗ್ರಾಮಸ್ಥರು ಸಹಕಾರ ನೀಡಬೇಕು. ಸಮುದಾಯ ಭವನ ನಿರ್ಮಾಣಕ್ಕೆ ಚಾಲನೆ ನೀಡಲಾಯಿತು. ರೈತರ ಹಿತ ಕಾಪಾಡುವುದು ನಮ್ಮ ಗುರಿ. ಕ್ಷೇತ್ರದ ಪ್ರತಿಯೊಂದು ಗ್ರಾಮಕ್ಕೂ ಮೂಲಸೌಕರ್ಯ ಒದಗಿಸಲಾಗುವುದು. ಆರೋಗ್ಯ ಕೇಂದ್ರಗಳ ಉನ್ನತೀಕರಣ ಮಾಡಲಾಗುವುದು. ಯುವಕರಿಗೆ ಉದ್ಯೋಗ ಸೃಷ್ಟಿ ನಮ್ಮ ಆದ್ಯತೆ. ಗ್ರಾಮ ಪಂಚಾಯತ್ ಸದಸ್ಯರು ಉಪಸ್ಥಿತರಿದ್ದರು. ಪಕ್ಷದ ಕಾರ್ಯಕರ್ತರು ಭಾಗವಹಿಸಿದ್ದರು. ಅಭಿವೃದ್ಧಿ ಕಾರ್ಯಗಳಿಗೆ ಯಾವುದೇ ಕೊರತೆ ಇಲ್ಲ ಎಂದರು. ಸಾರ್ವಜನಿಕರು ಅಹವಾಲು ಸಲ್ಲಿಸಿದರು. xyxy=(493,138,551,269)
story10-photo-press xyxy=(416,998,626,1070)
story1-dateline: ಮಂಡ್ಯ, ಆ.17- xyxy=(100,140,130,146)
story7-column-2: ಸಮಾರಂಭದಲ್ಲಿ ಸಮುದಾಯದ ಮುಖಂಡರು ಭಾಗವಹಿಸಿದ್ದರು. ಪ್ರತಿಭಾವಂತ ವಿದ್ಯಾರ್ಥಿಗಳನ್ನು ಗೌರವಿಸಲಾಯಿತು. ಸಂಘದ ಪದಾಧಿಕಾರಿಗಳ ಆಯ್ಕೆ ನಡೆಯಿತು. ನೂತನ ಅಧ್ಯಕ್ಷರನ್ನು ಅಭಿನಂದಿಸಲಾಯಿತು. xyxy=(408,772,508,796)
story9-headline: ಟ್ರೆಕ್-ಕ್ಯಾಂಟರ್ ಡಿಕ್ಕಿ: ಸವಾರ ಸಾವು, ಮತ್ತೊರ್ವ ಗಂಭೀರ xyxy=(508,849,755,865)
masthead xyxy=(97,89,855,111)
